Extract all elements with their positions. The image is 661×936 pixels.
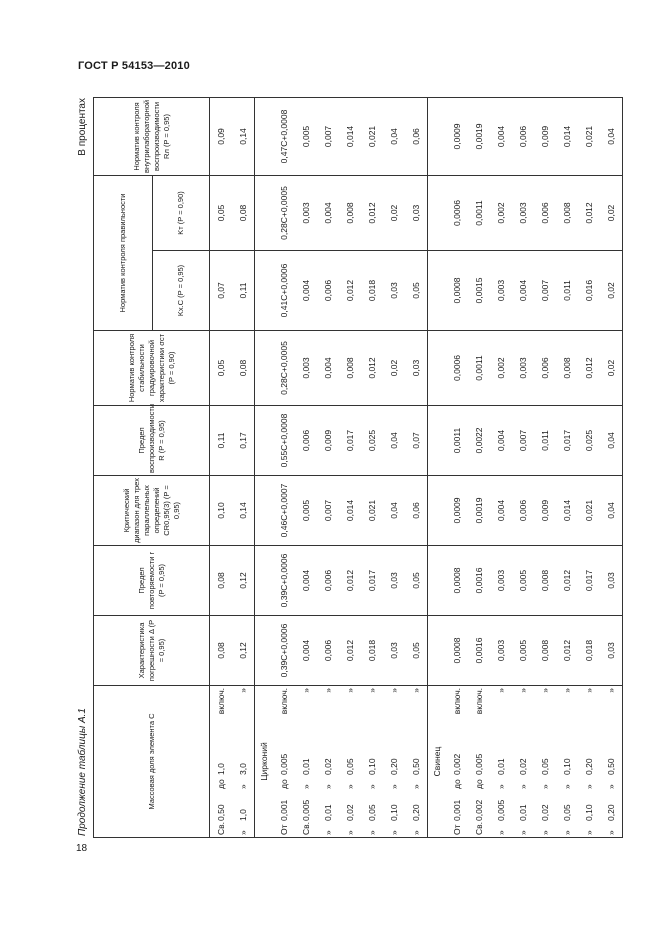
mass-range-s: »: [345, 688, 355, 693]
value-cell: 0,012: [339, 251, 361, 331]
mass-range-cell: [405, 686, 428, 838]
mass-range-a: 0,001: [279, 799, 289, 821]
value-cell: 0,014: [339, 97, 361, 175]
value-cell: 0,009: [534, 476, 556, 546]
value-cell: 0,006: [534, 331, 556, 406]
value-cell: 0,011: [534, 406, 556, 476]
mass-range-s: »: [389, 688, 399, 693]
value-cell: 0,17: [232, 406, 255, 476]
value-cell: 0,02: [383, 175, 405, 250]
value-cell: 0,08: [210, 546, 233, 616]
mass-range-k: »: [345, 784, 355, 789]
value-cell: 0,003: [490, 546, 512, 616]
col-header-rl: Норматив контроля внутрилабораторной воспроизводимости Rл (P = 0,95): [94, 97, 210, 175]
value-cell: 0,004: [317, 175, 339, 250]
mass-range-b: 0,005: [474, 753, 484, 775]
value-cell: 0,46C+0,0007: [273, 476, 295, 546]
value-cell: 0,04: [600, 406, 623, 476]
value-cell: 0,03: [383, 616, 405, 686]
section-label: Цирконий: [255, 686, 274, 838]
value-cell: 0,0015: [468, 251, 490, 331]
value-cell: 0,025: [578, 406, 600, 476]
mass-range-cell: [339, 686, 361, 838]
mass-range-b: 0,20: [584, 758, 594, 775]
mass-range-cell: [232, 686, 255, 838]
mass-range-p: Св.: [474, 821, 484, 835]
value-cell: 0,02: [600, 251, 623, 331]
col-header-group: Норматив контроля правильности: [94, 175, 153, 330]
value-cell: 0,012: [556, 546, 578, 616]
mass-range-p: »: [540, 830, 550, 835]
value-cell: 0,03: [600, 546, 623, 616]
value-cell: 0,009: [317, 406, 339, 476]
value-cell: 0,04: [383, 406, 405, 476]
mass-range-s: включ.: [216, 688, 226, 715]
mass-range-p: »: [345, 830, 355, 835]
value-cell: 0,004: [490, 97, 512, 175]
mass-range-k: до: [216, 779, 226, 789]
value-cell: 0,41C+0,0006: [273, 251, 295, 331]
table-row: [273, 97, 295, 837]
value-cell: 0,02: [383, 331, 405, 406]
mass-range-b: 0,10: [562, 758, 572, 775]
col-header-mass: Массовая доля элемента C: [94, 686, 210, 838]
value-cell: 0,03: [383, 546, 405, 616]
mass-range-s: »: [540, 688, 550, 693]
mass-range-k: »: [238, 784, 248, 789]
mass-range-b: 0,01: [301, 758, 311, 775]
header-row-1: [94, 97, 153, 837]
value-cell: 0,03: [600, 616, 623, 686]
value-cell: 0,005: [295, 476, 317, 546]
mass-range-k: »: [606, 784, 616, 789]
value-cell: 0,006: [534, 175, 556, 250]
value-cell: 0,47C+0,0008: [273, 97, 295, 175]
mass-range-cell: [383, 686, 405, 838]
value-cell: 0,28C+0,0005: [273, 331, 295, 406]
empty-cell: [428, 331, 447, 406]
value-cell: 0,0019: [468, 97, 490, 175]
table-row: [295, 97, 317, 837]
value-cell: 0,004: [295, 616, 317, 686]
value-cell: 0,05: [405, 251, 428, 331]
mass-range-k: »: [301, 784, 311, 789]
empty-cell: [255, 331, 274, 406]
mass-range-cell: [490, 686, 512, 838]
empty-cell: [428, 546, 447, 616]
table-row: [446, 97, 468, 837]
value-cell: 0,0022: [468, 406, 490, 476]
value-cell: 0,005: [295, 97, 317, 175]
section-label: Свинец: [428, 686, 447, 838]
value-cell: 0,0016: [468, 546, 490, 616]
value-cell: 0,007: [512, 406, 534, 476]
value-cell: 0,007: [317, 97, 339, 175]
col-header-sigma: Норматив контроля стабильности градуировочной характеристики σст (P = 0,90): [94, 331, 210, 406]
mass-range-k: »: [584, 784, 594, 789]
value-cell: 0,007: [534, 251, 556, 331]
value-cell: 0,04: [383, 476, 405, 546]
value-cell: 0,004: [317, 331, 339, 406]
value-cell: 0,012: [578, 175, 600, 250]
empty-cell: [428, 251, 447, 331]
value-cell: 0,012: [339, 546, 361, 616]
mass-range-k: »: [518, 784, 528, 789]
col-header-kxc: Kх.С (P = 0,95): [153, 251, 210, 331]
value-cell: 0,39C+0,0006: [273, 616, 295, 686]
mass-range-b: 0,20: [389, 758, 399, 775]
mass-range-b: 0,10: [367, 758, 377, 775]
mass-range-cell: [600, 686, 623, 838]
mass-range-k: »: [496, 784, 506, 789]
mass-range-b: 0,50: [411, 758, 421, 775]
mass-range-s: включ.: [474, 688, 484, 715]
mass-range-a: 0,005: [301, 799, 311, 821]
value-cell: 0,018: [578, 616, 600, 686]
value-cell: 0,03: [405, 331, 428, 406]
value-cell: 0,0011: [446, 406, 468, 476]
mass-range-p: »: [238, 830, 248, 835]
value-cell: 0,09: [210, 97, 233, 175]
value-cell: 0,0008: [446, 546, 468, 616]
value-cell: 0,002: [490, 331, 512, 406]
value-cell: 0,008: [339, 175, 361, 250]
value-cell: 0,0009: [446, 476, 468, 546]
value-cell: 0,14: [232, 476, 255, 546]
value-cell: 0,012: [578, 331, 600, 406]
col-header-R: Предел воспроизводимости R (P = 0,95): [94, 406, 210, 476]
empty-cell: [255, 97, 274, 175]
value-cell: 0,003: [295, 331, 317, 406]
value-cell: 0,55C+0,0008: [273, 406, 295, 476]
empty-cell: [428, 476, 447, 546]
table-row: [383, 97, 405, 837]
mass-range-cell: [446, 686, 468, 838]
empty-cell: [255, 175, 274, 250]
value-cell: 0,004: [490, 476, 512, 546]
value-cell: 0,05: [210, 331, 233, 406]
value-cell: 0,003: [295, 175, 317, 250]
table-row: [210, 97, 233, 837]
mass-range-s: »: [606, 688, 616, 693]
value-cell: 0,04: [600, 476, 623, 546]
value-cell: 0,012: [361, 175, 383, 250]
value-cell: 0,10: [210, 476, 233, 546]
empty-cell: [255, 616, 274, 686]
value-cell: 0,0006: [446, 331, 468, 406]
mass-range-cell: [468, 686, 490, 838]
value-cell: 0,017: [339, 406, 361, 476]
mass-range-s: »: [323, 688, 333, 693]
value-cell: 0,003: [490, 251, 512, 331]
mass-range-p: »: [323, 830, 333, 835]
table-row: [490, 97, 512, 837]
value-cell: 0,002: [490, 175, 512, 250]
value-cell: 0,016: [578, 251, 600, 331]
value-cell: 0,0008: [446, 251, 468, 331]
value-cell: 0,0016: [468, 616, 490, 686]
mass-range-a: 0,02: [345, 804, 355, 821]
mass-range-a: 0,20: [411, 804, 421, 821]
value-cell: 0,004: [295, 546, 317, 616]
mass-range-k: »: [323, 784, 333, 789]
value-cell: 0,006: [317, 251, 339, 331]
empty-cell: [428, 406, 447, 476]
value-cell: 0,018: [361, 251, 383, 331]
value-cell: 0,008: [556, 331, 578, 406]
value-cell: 0,008: [534, 546, 556, 616]
value-cell: 0,0019: [468, 476, 490, 546]
value-cell: 0,006: [512, 97, 534, 175]
value-cell: 0,014: [556, 97, 578, 175]
col-header-r: Предел повторяемости r (P = 0,95): [94, 546, 210, 616]
value-cell: 0,003: [512, 175, 534, 250]
mass-range-b: 0,002: [452, 753, 462, 775]
table-row: [232, 97, 255, 837]
units-note: В процентах: [77, 98, 88, 156]
mass-range-k: до: [279, 779, 289, 789]
value-cell: 0,0011: [468, 331, 490, 406]
section-label-row: [428, 97, 447, 837]
mass-range-p: »: [562, 830, 572, 835]
mass-range-k: до: [474, 779, 484, 789]
value-cell: 0,012: [361, 331, 383, 406]
empty-cell: [428, 97, 447, 175]
mass-range-p: »: [584, 830, 594, 835]
value-cell: 0,02: [600, 175, 623, 250]
value-cell: 0,004: [490, 406, 512, 476]
value-cell: 0,017: [556, 406, 578, 476]
value-cell: 0,014: [339, 476, 361, 546]
value-cell: 0,006: [317, 616, 339, 686]
value-cell: 0,08: [232, 331, 255, 406]
mass-range-k: до: [452, 779, 462, 789]
table-row: [405, 97, 428, 837]
value-cell: 0,04: [600, 97, 623, 175]
mass-range-b: 0,50: [606, 758, 616, 775]
mass-range-b: 0,05: [345, 758, 355, 775]
value-cell: 0,07: [405, 406, 428, 476]
mass-range-k: »: [562, 784, 572, 789]
mass-range-cell: [210, 686, 233, 838]
mass-range-b: 1,0: [216, 763, 226, 775]
mass-range-a: 1,0: [238, 809, 248, 821]
mass-range-b: 0,005: [279, 753, 289, 775]
mass-range-p: »: [389, 830, 399, 835]
mass-range-a: 0,001: [452, 799, 462, 821]
mass-range-a: 0,05: [562, 804, 572, 821]
mass-range-p: От: [452, 824, 462, 835]
mass-range-a: 0,002: [474, 799, 484, 821]
value-cell: 0,11: [210, 406, 233, 476]
mass-range-a: 0,50: [216, 804, 226, 821]
mass-range-s: включ.: [279, 688, 289, 715]
mass-range-p: »: [606, 830, 616, 835]
mass-range-k: »: [389, 784, 399, 789]
rotated-table-container: [77, 98, 617, 838]
empty-cell: [255, 476, 274, 546]
table-row: [468, 97, 490, 837]
value-cell: 0,03: [383, 251, 405, 331]
table-row: [361, 97, 383, 837]
value-cell: 0,03: [405, 175, 428, 250]
value-cell: 0,021: [578, 97, 600, 175]
value-cell: 0,06: [405, 476, 428, 546]
value-cell: 0,014: [556, 476, 578, 546]
mass-range-k: »: [367, 784, 377, 789]
value-cell: 0,06: [405, 97, 428, 175]
mass-range-a: 0,20: [606, 804, 616, 821]
value-cell: 0,004: [295, 251, 317, 331]
value-cell: 0,008: [556, 175, 578, 250]
mass-range-cell: [361, 686, 383, 838]
mass-range-s: »: [496, 688, 506, 693]
page-number: 18: [76, 843, 88, 854]
mass-range-p: »: [496, 830, 506, 835]
value-cell: 0,009: [534, 97, 556, 175]
section-label-row: [255, 97, 274, 837]
value-cell: 0,05: [405, 616, 428, 686]
value-cell: 0,012: [339, 616, 361, 686]
value-cell: 0,005: [512, 546, 534, 616]
value-cell: 0,14: [232, 97, 255, 175]
data-table: [93, 97, 623, 838]
mass-range-s: включ.: [452, 688, 462, 715]
table-row: [556, 97, 578, 837]
mass-range-cell: [512, 686, 534, 838]
table-caption: Продолжение таблицы А.1: [77, 708, 88, 836]
value-cell: 0,04: [383, 97, 405, 175]
mass-range-s: »: [562, 688, 572, 693]
col-header-kt: Kт (P = 0,90): [153, 175, 210, 250]
empty-cell: [255, 546, 274, 616]
mass-range-cell: [273, 686, 295, 838]
mass-range-a: 0,02: [540, 804, 550, 821]
value-cell: 0,0009: [446, 97, 468, 175]
table-row: [578, 97, 600, 837]
value-cell: 0,05: [210, 175, 233, 250]
mass-range-p: »: [411, 830, 421, 835]
value-cell: 0,017: [578, 546, 600, 616]
mass-range-p: »: [518, 830, 528, 835]
table-row: [534, 97, 556, 837]
mass-range-b: 0,05: [540, 758, 550, 775]
value-cell: 0,008: [534, 616, 556, 686]
empty-cell: [255, 251, 274, 331]
value-cell: 0,02: [600, 331, 623, 406]
value-cell: 0,05: [405, 546, 428, 616]
empty-cell: [428, 616, 447, 686]
mass-range-cell: [317, 686, 339, 838]
value-cell: 0,12: [232, 616, 255, 686]
table-body: [210, 97, 623, 837]
value-cell: 0,006: [512, 476, 534, 546]
value-cell: 0,021: [578, 476, 600, 546]
mass-range-a: 0,10: [389, 804, 399, 821]
value-cell: 0,0008: [446, 616, 468, 686]
mass-range-s: »: [367, 688, 377, 693]
value-cell: 0,021: [361, 97, 383, 175]
mass-range-cell: [578, 686, 600, 838]
col-header-delta: Характеристика погрешности Δ (P = 0,95): [94, 616, 210, 686]
mass-range-b: 0,02: [518, 758, 528, 775]
value-cell: 0,08: [210, 616, 233, 686]
value-cell: 0,005: [512, 616, 534, 686]
mass-range-b: 3,0: [238, 763, 248, 775]
value-cell: 0,0011: [468, 175, 490, 250]
empty-cell: [255, 406, 274, 476]
mass-range-s: »: [584, 688, 594, 693]
mass-range-b: 0,01: [496, 758, 506, 775]
mass-range-a: 0,005: [496, 799, 506, 821]
value-cell: 0,011: [556, 251, 578, 331]
mass-range-p: От: [279, 824, 289, 835]
value-cell: 0,0006: [446, 175, 468, 250]
mass-range-s: »: [238, 688, 248, 693]
mass-range-s: »: [411, 688, 421, 693]
mass-range-a: 0,05: [367, 804, 377, 821]
mass-range-cell: [295, 686, 317, 838]
value-cell: 0,006: [295, 406, 317, 476]
value-cell: 0,39C+0,0006: [273, 546, 295, 616]
table-row: [317, 97, 339, 837]
table-row: [512, 97, 534, 837]
mass-range-cell: [556, 686, 578, 838]
mass-range-a: 0,01: [518, 804, 528, 821]
mass-range-s: »: [301, 688, 311, 693]
value-cell: 0,006: [317, 546, 339, 616]
col-header-cr: Критический диапазон для трех параллельных определений CR0,95(3) (P = 0,95): [94, 476, 210, 546]
value-cell: 0,12: [232, 546, 255, 616]
mass-range-cell: [534, 686, 556, 838]
table-row: [600, 97, 623, 837]
mass-range-s: »: [518, 688, 528, 693]
value-cell: 0,017: [361, 546, 383, 616]
mass-range-b: 0,02: [323, 758, 333, 775]
document-header: ГОСТ Р 54153—2010: [78, 60, 190, 72]
mass-range-p: Св.: [216, 821, 226, 835]
value-cell: 0,11: [232, 251, 255, 331]
mass-range-a: 0,01: [323, 804, 333, 821]
value-cell: 0,003: [490, 616, 512, 686]
empty-cell: [428, 175, 447, 250]
value-cell: 0,021: [361, 476, 383, 546]
value-cell: 0,012: [556, 616, 578, 686]
value-cell: 0,07: [210, 251, 233, 331]
value-cell: 0,004: [512, 251, 534, 331]
mass-range-k: »: [540, 784, 550, 789]
mass-range-p: »: [367, 830, 377, 835]
mass-range-p: Св.: [301, 821, 311, 835]
value-cell: 0,018: [361, 616, 383, 686]
value-cell: 0,28C+0,0005: [273, 175, 295, 250]
value-cell: 0,003: [512, 331, 534, 406]
value-cell: 0,08: [232, 175, 255, 250]
mass-range-a: 0,10: [584, 804, 594, 821]
value-cell: 0,008: [339, 331, 361, 406]
mass-range-k: »: [411, 784, 421, 789]
table-row: [339, 97, 361, 837]
value-cell: 0,025: [361, 406, 383, 476]
value-cell: 0,007: [317, 476, 339, 546]
